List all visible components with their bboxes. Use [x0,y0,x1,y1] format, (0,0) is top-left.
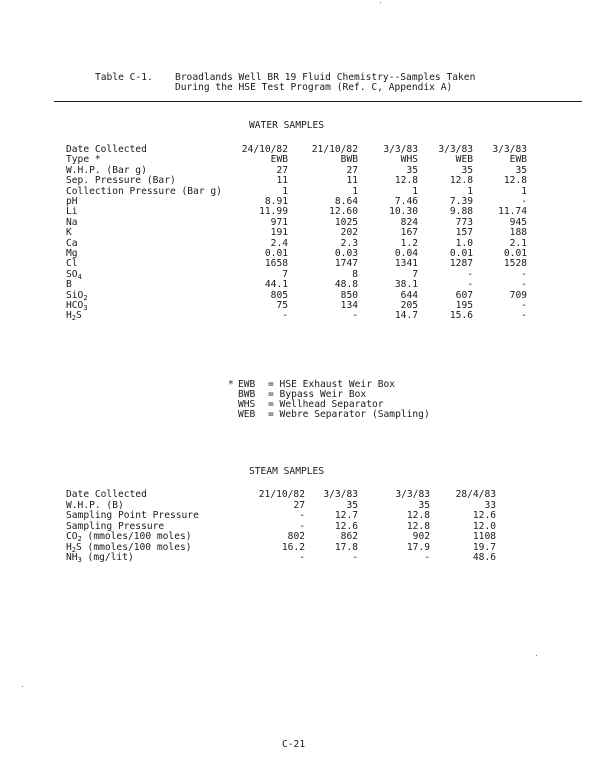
table-cell: 1287 [449,258,473,270]
table-cell: 11.74 [498,206,527,218]
legend-text: = HSE Exhaust Weir Box [268,379,396,390]
table-cell: - [521,268,527,280]
table-cell: 8.91 [264,196,288,207]
scan-speck [22,686,23,687]
row-label-text: HCO [66,300,84,311]
table-cell: 0.01 [264,248,288,259]
row-label-text: K [66,227,72,239]
table-cell: 12.8 [449,175,473,187]
row-label-text: pH [66,196,78,207]
table-cell: 11.99 [259,206,288,218]
table-cell: 0.01 [449,248,473,259]
row-label [66,522,164,532]
row-label [66,501,124,511]
table-row [66,522,586,532]
table-label: Table C-1. [95,72,153,83]
row-label-subscript: 2 [77,535,82,543]
row-label-text: Date Collected [66,489,147,500]
table-row [66,301,586,311]
table-cell: 12.6 [472,510,496,521]
row-label-text: SiO [66,289,84,301]
page-number: C-21 [282,739,306,750]
table-row [66,228,586,238]
row-label-subscript: 2 [83,293,88,302]
table-cell: 27 [346,164,358,176]
table-cell: 8.64 [334,196,358,207]
table-cell: 12.8 [394,175,418,187]
table-cell: 709 [509,289,527,301]
table-cell: 7.46 [394,196,418,207]
row-label-text: B [66,279,72,291]
table-cell: 15.6 [449,310,473,322]
table-cell: 21/10/82 [311,144,358,155]
table-cell: 12.0 [472,520,496,532]
table-cell: 134 [340,300,358,311]
table-cell: 945 [509,216,527,228]
table-cell: 17.8 [334,541,358,553]
row-label [66,197,78,207]
table-cell: - [424,552,430,563]
steam-samples-heading: STEAM SAMPLES [249,466,325,477]
table-row [66,311,586,321]
table-cell: 167 [400,227,418,239]
table-cell: 644 [400,289,418,301]
table-cell: 33 [484,499,496,511]
table-cell: 14.7 [394,310,418,322]
table-cell: 1 [467,185,473,197]
table-cell: 1658 [264,258,288,270]
row-label [66,291,88,301]
table-cell: 7 [412,268,418,280]
row-label-text: Ca [66,237,78,249]
table-row [66,490,586,500]
table-cell: - [521,300,527,311]
row-label [66,239,78,249]
row-label-text: Cl [66,258,78,270]
table-cell: 35 [461,164,473,176]
table-cell: 1025 [334,216,358,228]
table-cell: 12.60 [329,206,358,218]
table-cell: WEB [455,154,473,166]
table-row [66,291,586,301]
table-row [66,270,586,280]
row-label [66,490,147,500]
table-row [66,145,586,155]
table-cell: 805 [270,289,288,301]
row-label [66,249,78,259]
table-cell: 16.2 [281,541,305,553]
table-cell: 0.01 [503,248,527,259]
table-cell: 35 [346,499,358,511]
row-label-text: W.H.P. (B) [66,499,124,511]
legend-code: WEB [238,409,256,420]
row-label [66,259,78,269]
table-cell: - [352,552,358,563]
row-label [66,187,222,197]
row-label-subscript: 2 [71,545,76,554]
row-label [66,228,72,238]
table-cell: 1341 [394,258,418,270]
table-row [66,501,586,511]
table-cell: 11 [346,175,358,187]
row-label [66,176,176,186]
table-cell: 35 [406,164,418,176]
table-cell: 802 [287,531,305,542]
table-cell: 1.0 [455,237,473,249]
table-cell: - [521,196,527,207]
table-cell: 3/3/83 [383,144,418,155]
row-label-suffix: S (mmoles/100 moles) [76,541,192,553]
table-cell: 850 [340,289,358,301]
table-cell: 8 [352,268,358,280]
header-rule [54,101,582,102]
row-label-text: W.H.P. (Bar g) [66,164,147,176]
table-cell: - [299,552,305,563]
row-label-subscript: 3 [83,304,88,312]
row-label [66,532,192,542]
table-cell: 1528 [503,258,527,270]
table-cell: 24/10/82 [241,144,288,155]
row-label-subscript: 3 [77,556,82,564]
table-row [66,532,586,542]
table-caption [95,73,475,93]
table-cell: 1 [282,185,288,197]
row-label [66,301,88,311]
table-cell: 35 [515,164,527,176]
scan-speck [380,2,381,3]
table-cell: 12.7 [334,510,358,521]
table-cell: 38.1 [394,279,418,291]
table-cell: 75 [276,300,288,311]
row-label-suffix: (mmoles/100 moles) [81,531,192,542]
table-cell: - [521,310,527,322]
row-label [66,280,72,290]
row-label-text: Collection Pressure (Bar g) [66,185,222,197]
water-samples-heading: WATER SAMPLES [249,120,325,131]
row-label-subscript: 4 [77,272,82,281]
row-label-text: Mg [66,248,78,259]
row-label-text: H [66,541,72,553]
row-label [66,145,147,155]
row-label-text: H [66,310,72,322]
table-cell: 1.2 [400,237,418,249]
row-label-text: NH [66,552,78,563]
legend-item [228,410,430,420]
table-cell: BWB [340,154,358,166]
table-cell: 10.30 [389,206,418,218]
table-cell: 2.4 [270,237,288,249]
legend-code: BWB [238,389,256,400]
table-cell: 21/10/82 [258,489,305,500]
table-cell: 157 [455,227,473,239]
table-cell: 3/3/83 [438,144,473,155]
table-cell: - [521,279,527,291]
table-cell: - [299,510,305,521]
table-row [66,187,586,197]
table-cell: 2.1 [509,237,527,249]
legend-text: = Webre Separator (Sampling) [268,409,430,420]
table-cell: 902 [412,531,430,542]
row-label [66,553,134,563]
table-cell: 7.39 [449,196,473,207]
table-cell: 0.04 [394,248,418,259]
table-cell: 12.6 [334,520,358,532]
table-cell: 188 [509,227,527,239]
table-cell: EWB [270,154,288,166]
table-cell: 1747 [334,258,358,270]
table-cell: 19.7 [472,541,496,553]
caption-line-1: Broadlands Well BR 19 Fluid Chemistry--Samples Taken [175,72,476,83]
table-cell: 205 [400,300,418,311]
table-cell: 971 [270,216,288,228]
table-cell: 1 [412,185,418,197]
table-cell: 191 [270,227,288,239]
table-cell: 28/4/83 [455,489,496,500]
table-cell: 3/3/83 [323,489,358,500]
row-label-text: Sampling Pressure [66,520,165,532]
scan-speck [536,655,537,656]
table-row [66,218,586,228]
row-label-suffix: S [76,310,82,322]
table-cell: 1 [352,185,358,197]
table-cell: 9.88 [449,206,473,218]
table-cell: 12.8 [406,520,430,532]
caption-line-2: During the HSE Test Program (Ref. C, Appendix A) [175,81,453,93]
table-cell: - [282,310,288,322]
legend-code: WHS [238,399,256,410]
legend-code: EWB [238,379,256,390]
table-cell: 195 [455,300,473,311]
table-cell: 27 [293,499,305,511]
row-label-text: CO [66,531,78,542]
table-cell: 3/3/83 [492,144,527,155]
table-cell: EWB [509,154,527,166]
row-label-subscript: 2 [71,314,76,323]
table-cell: 2.3 [340,237,358,249]
row-label-text: SO [66,268,78,280]
table-cell: 27 [276,164,288,176]
table-cell: 0.03 [334,248,358,259]
table-cell: - [467,268,473,280]
table-cell: WHS [400,154,418,166]
row-label-text: Sampling Point Pressure [66,510,199,521]
table-cell: 607 [455,289,473,301]
row-label [66,155,101,165]
table-cell: 202 [340,227,358,239]
table-cell: 12.8 [503,175,527,187]
table-cell: 773 [455,216,473,228]
table-row [66,543,586,553]
table-row [66,511,586,521]
row-label-text: Date Collected [66,144,147,155]
row-label [66,543,192,553]
table-cell: - [299,520,305,532]
legend-text: = Bypass Weir Box [268,389,367,400]
row-label [66,270,82,280]
table-cell: 862 [340,531,358,542]
table-cell: 7 [282,268,288,280]
table-row [66,207,586,217]
table-row [66,553,586,563]
table-cell: 48.6 [472,552,496,563]
row-label [66,311,82,321]
table-row [66,280,586,290]
legend-asterisk: * [228,379,234,390]
row-label-text: Sep. Pressure (Bar) [66,175,176,187]
row-label-suffix: (mg/lit) [81,552,134,563]
table-cell: 3/3/83 [395,489,430,500]
table-cell: 44.1 [264,279,288,291]
table-cell: 48.8 [334,279,358,291]
table-cell: 824 [400,216,418,228]
table-cell: 12.8 [406,510,430,521]
table-cell: 17.9 [406,541,430,553]
table-cell: 11 [276,175,288,187]
row-label-text: Li [66,206,78,218]
table-cell: - [352,310,358,322]
table-cell: 1108 [472,531,496,542]
legend-text: = Wellhead Separator [268,399,384,410]
table-row [66,259,586,269]
table-cell: - [467,279,473,291]
table-cell: 35 [418,499,430,511]
row-label [66,207,78,217]
row-label-text: Type * [66,154,101,166]
row-label [66,511,199,521]
row-label [66,218,78,228]
table-cell: 1 [521,185,527,197]
sample-type-legend [228,380,430,420]
row-label [66,166,147,176]
row-label-text: Na [66,216,78,228]
